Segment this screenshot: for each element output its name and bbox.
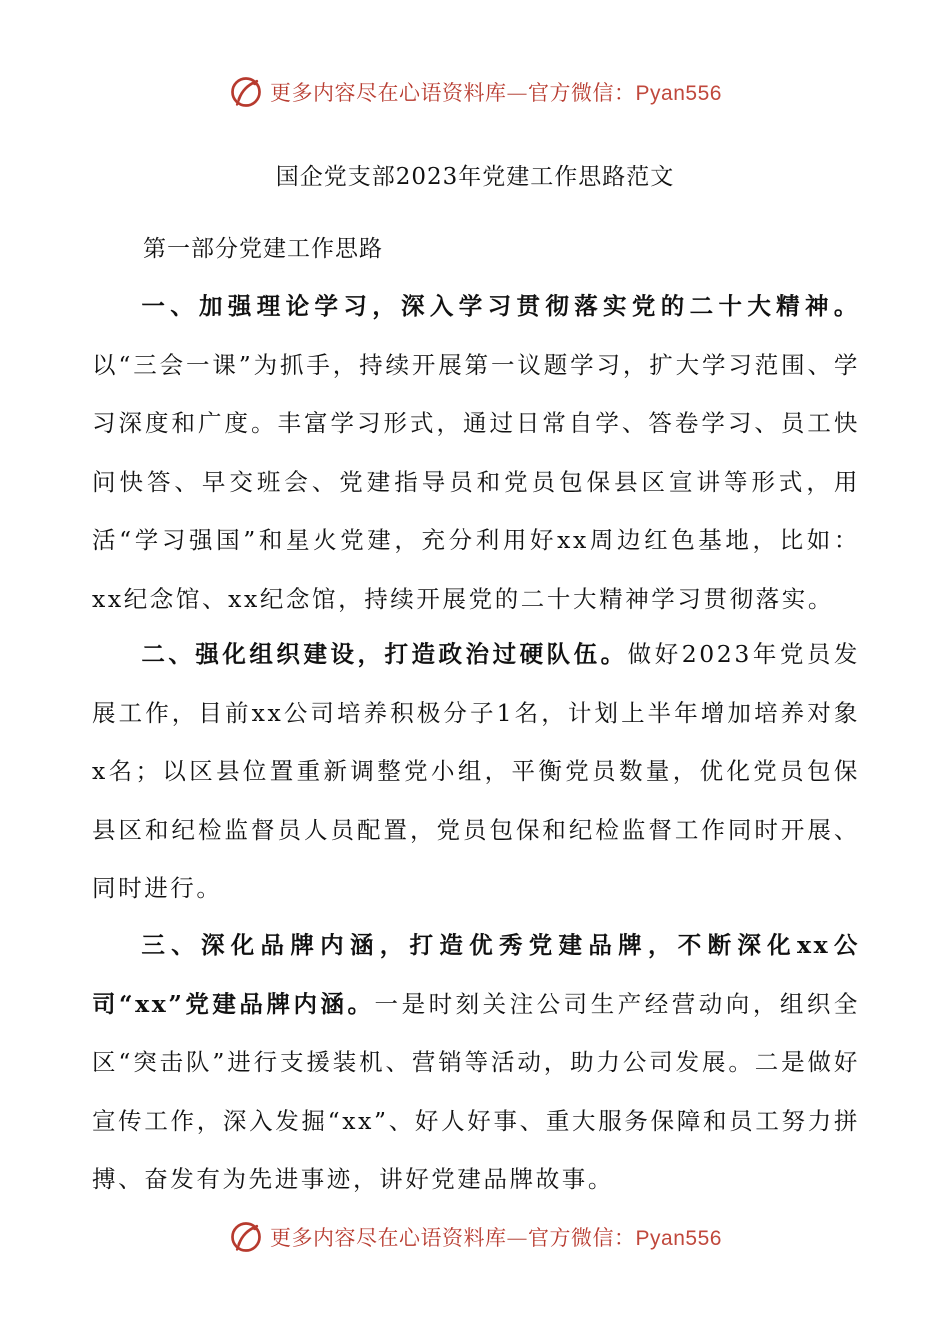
watermark-wechat-label: 官方微信： [528, 1226, 636, 1250]
section-heading: 第一部分党建工作思路 [143, 236, 383, 262]
header-watermark [0, 70, 950, 114]
watermark-wechat-id: Pyan556 [635, 1227, 722, 1250]
paragraph-3 [92, 916, 860, 1209]
watermark-text [270, 1222, 722, 1252]
paragraph-3-heading: 三、深化品牌内涵，打造优秀党建品牌，不断深化xx公司“xx”党建品牌内涵。 [92, 931, 860, 1018]
paragraph-1-body: 以“三会一课”为抓手，持续开展第一议题学习，扩大学习范围、学习深度和广度。丰富学习形式，通过日常自学、答卷学习、员工快问快答、早交班会、党建指导员和党员包保县区宣讲等形式，用活“学习强国”和星火党建，充分利用好xx周边红色基地，比如：xx纪念馆、xx纪念馆，持续开展党的二十大精神学习贯彻落实。 [92, 350, 860, 613]
watermark-text [270, 77, 722, 107]
paragraph-1-heading: 一、加强理论学习，深入学习贯彻落实党的二十大精神。 [141, 292, 860, 320]
brand-logo-icon [228, 74, 264, 110]
watermark-main: 更多内容尽在心语资料库 [270, 1226, 507, 1250]
paragraph-2-body: 做好2023年党员发展工作，目前xx公司培养积极分子1名，计划上半年增加培养对象x名；以区县位置重新调整党小组，平衡党员数量，优化党员包保县区和纪检监督员人员配置，党员包保和纪检监督工作同时开展、同时进行。 [92, 640, 860, 903]
paragraph-1 [92, 277, 860, 629]
watermark-wechat-id: Pyan556 [635, 82, 722, 105]
watermark-main: 更多内容尽在心语资料库 [270, 81, 507, 105]
brand-logo-icon [228, 1219, 264, 1255]
paragraph-2 [92, 625, 860, 918]
document-title: 国企党支部2023年党建工作思路范文 [275, 164, 675, 190]
watermark-separator: — [506, 81, 529, 105]
footer-watermark [0, 1215, 950, 1259]
paragraph-3-body: 一是时刻关注公司生产经营动向，组织全区“突击队”进行支援装机、营销等活动，助力公司发展。二是做好宣传工作，深入发掘“xx”、好人好事、重大服务保障和员工努力拼搏、奋发有为先进事迹，讲好党建品牌故事。 [92, 989, 860, 1194]
paragraph-2-heading: 二、强化组织建设，打造政治过硬队伍。 [141, 640, 628, 668]
watermark-separator: — [506, 1226, 529, 1250]
watermark-wechat-label: 官方微信： [528, 81, 636, 105]
